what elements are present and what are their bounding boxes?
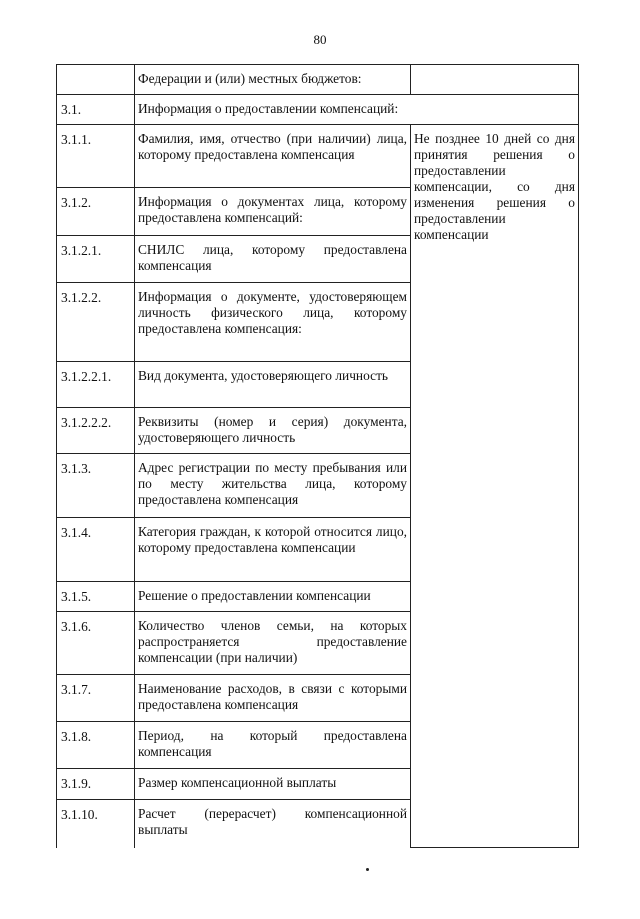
compensation-info-table <box>56 64 579 848</box>
row-number: 3.1.3. <box>57 454 135 518</box>
row-description: Фамилия, имя, отчество (при наличии) лица, которому предоставлена компенсация <box>135 125 411 188</box>
row-number-empty <box>57 65 135 95</box>
row-description: Категория граждан, к которой относится лицо, которому предоставлена компенсации <box>135 518 411 582</box>
row-number: 3.1.8. <box>57 722 135 769</box>
row-number: 3.1. <box>57 95 135 125</box>
row-description: Информация о документах лица, которому предоставлена компенсаций: <box>135 188 411 236</box>
row-number: 3.1.2.1. <box>57 236 135 283</box>
page-number: 80 <box>313 32 327 47</box>
row-description: Период, на который предоставлена компенсация <box>135 722 411 769</box>
row-number: 3.1.2.2.1. <box>57 362 135 408</box>
row-description: Федерации и (или) местных бюджетов: <box>135 65 411 95</box>
table-row <box>57 95 579 125</box>
row-number: 3.1.1. <box>57 125 135 188</box>
row-description: Вид документа, удостоверяющего личность <box>135 362 411 408</box>
row-description: Расчет (перерасчет) компенсационной выплаты <box>135 800 411 848</box>
row-number: 3.1.2.2.2. <box>57 408 135 454</box>
row-number: 3.1.10. <box>57 800 135 848</box>
row-description: СНИЛС лица, которому предоставлена компенсация <box>135 236 411 283</box>
row-description: Реквизиты (номер и серия) документа, удостоверяющего личность <box>135 408 411 454</box>
deadline-cell: Не позднее 10 дней со дня принятия решения о предоставлении компенсации, со дня изменения решения о предоставлении компенсации <box>411 125 579 848</box>
row-number: 3.1.2.2. <box>57 283 135 362</box>
row-number: 3.1.9. <box>57 769 135 800</box>
row-number: 3.1.6. <box>57 612 135 675</box>
row-description: Информация о документе, удостоверяющем личность физического лица, которому предоставлена компенсация: <box>135 283 411 362</box>
row-number: 3.1.7. <box>57 675 135 722</box>
row-description: Наименование расходов, в связи с которыми предоставлена компенсация <box>135 675 411 722</box>
row-description: Количество членов семьи, на которых распространяется предоставление компенсации (при наличии) <box>135 612 411 675</box>
row-description: Адрес регистрации по месту пребывания или по месту жительства лица, которому предоставлена компенсация <box>135 454 411 518</box>
table-row <box>57 125 579 188</box>
row-description: Информация о предоставлении компенсаций: <box>135 95 579 125</box>
row-number: 3.1.5. <box>57 582 135 612</box>
row-description: Решение о предоставлении компенсации <box>135 582 411 612</box>
deadline-cell-empty <box>411 65 579 95</box>
row-description: Размер компенсационной выплаты <box>135 769 411 800</box>
table-row <box>57 65 579 95</box>
row-number: 3.1.4. <box>57 518 135 582</box>
scan-speck <box>366 868 369 871</box>
row-number: 3.1.2. <box>57 188 135 236</box>
